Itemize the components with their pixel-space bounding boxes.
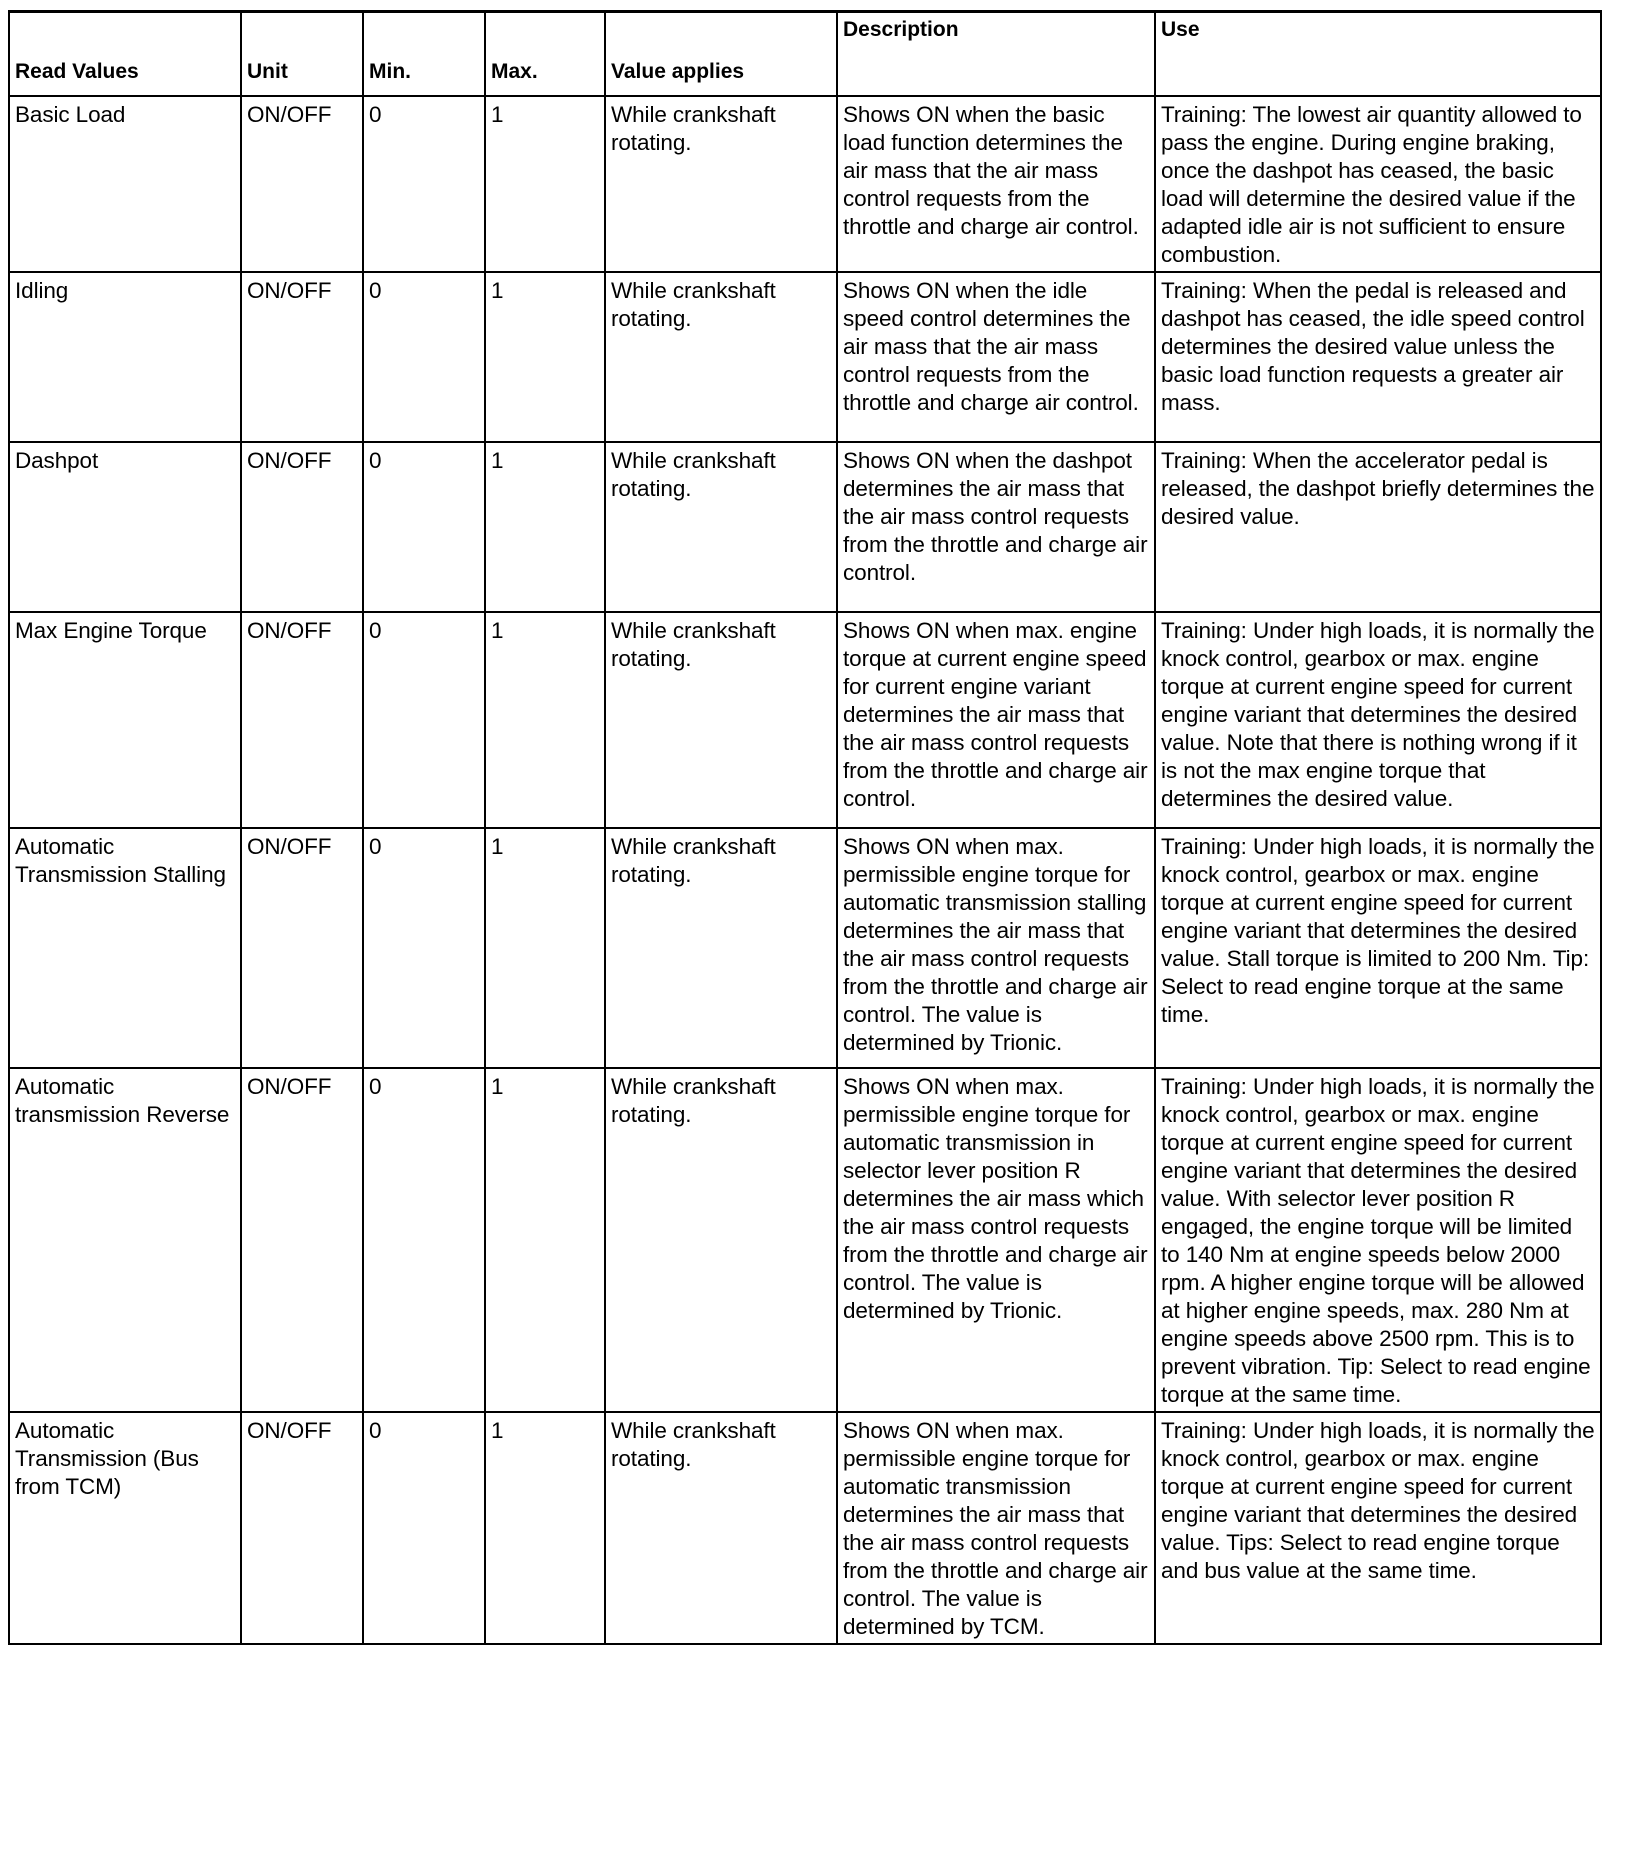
- row-unit-cell: ON/OFF: [241, 612, 363, 828]
- row-max-cell: 1: [485, 1412, 605, 1644]
- row-min-cell: 0: [363, 1068, 485, 1412]
- table-row: [9, 1412, 1601, 1644]
- row-min-cell: 0: [363, 612, 485, 828]
- row-applies-cell: While crankshaft rotating.: [605, 96, 837, 272]
- row-max-cell: 1: [485, 96, 605, 272]
- header-min: Min.: [363, 12, 485, 97]
- row-description-cell: Shows ON when the basic load function determines the air mass that the air mass control requests from the throttle and charge air control.: [837, 96, 1155, 272]
- row-name-cell: Max Engine Torque: [9, 612, 241, 828]
- table-row: [9, 96, 1601, 272]
- row-unit-cell: ON/OFF: [241, 828, 363, 1068]
- table-row: [9, 1068, 1601, 1412]
- row-max-cell: 1: [485, 272, 605, 442]
- row-name-cell: Automatic transmission Reverse: [9, 1068, 241, 1412]
- document-page: [8, 10, 1600, 1645]
- table-row: [9, 272, 1601, 442]
- row-min-cell: 0: [363, 96, 485, 272]
- table-header-row: [9, 12, 1601, 97]
- row-applies-cell: While crankshaft rotating.: [605, 272, 837, 442]
- row-min-cell: 0: [363, 442, 485, 612]
- header-read-values: Read Values: [9, 12, 241, 97]
- row-min-cell: 0: [363, 1412, 485, 1644]
- row-applies-cell: While crankshaft rotating.: [605, 612, 837, 828]
- row-name-cell: Basic Load: [9, 96, 241, 272]
- row-unit-cell: ON/OFF: [241, 442, 363, 612]
- header-description: Description: [837, 12, 1155, 97]
- row-use-cell: Training: Under high loads, it is normally the knock control, gearbox or max. engine torque at current engine speed for current engine variant that determines the desired value. With selector lever position R engaged, the engine torque will be limited to 140 Nm at engine speeds below 2000 rpm. A higher engine torque will be allowed at higher engine speeds, max. 280 Nm at engine speeds above 2500 rpm. This is to prevent vibration. Tip: Select to read engine torque at the same time.: [1155, 1068, 1601, 1412]
- row-name-cell: Idling: [9, 272, 241, 442]
- row-description-cell: Shows ON when max. permissible engine torque for automatic transmission stalling determines the air mass that the air mass control requests from the throttle and charge air control. The value is determined by Trionic.: [837, 828, 1155, 1068]
- row-max-cell: 1: [485, 1068, 605, 1412]
- row-max-cell: 1: [485, 828, 605, 1068]
- row-max-cell: 1: [485, 442, 605, 612]
- row-min-cell: 0: [363, 272, 485, 442]
- row-description-cell: Shows ON when the dashpot determines the air mass that the air mass control requests from the throttle and charge air control.: [837, 442, 1155, 612]
- row-unit-cell: ON/OFF: [241, 1068, 363, 1412]
- row-name-cell: Automatic Transmission Stalling: [9, 828, 241, 1068]
- row-name-cell: Dashpot: [9, 442, 241, 612]
- header-value-applies: Value applies: [605, 12, 837, 97]
- table-row: [9, 442, 1601, 612]
- table-row: [9, 828, 1601, 1068]
- row-description-cell: Shows ON when the idle speed control determines the air mass that the air mass control requests from the throttle and charge air control.: [837, 272, 1155, 442]
- row-applies-cell: While crankshaft rotating.: [605, 1068, 837, 1412]
- row-min-cell: 0: [363, 828, 485, 1068]
- row-unit-cell: ON/OFF: [241, 1412, 363, 1644]
- row-use-cell: Training: When the pedal is released and dashpot has ceased, the idle speed control determines the desired value unless the basic load function requests a greater air mass.: [1155, 272, 1601, 442]
- row-use-cell: Training: Under high loads, it is normally the knock control, gearbox or max. engine torque at current engine speed for current engine variant that determines the desired value. Stall torque is limited to 200 Nm. Tip: Select to read engine torque at the same time.: [1155, 828, 1601, 1068]
- row-use-cell: Training: Under high loads, it is normally the knock control, gearbox or max. engine torque at current engine speed for current engine variant that determines the desired value. Note that there is nothing wrong if it is not the max engine torque that determines the desired value.: [1155, 612, 1601, 828]
- header-use: Use: [1155, 12, 1601, 97]
- header-max: Max.: [485, 12, 605, 97]
- row-use-cell: Training: When the accelerator pedal is released, the dashpot briefly determines the desired value.: [1155, 442, 1601, 612]
- row-applies-cell: While crankshaft rotating.: [605, 442, 837, 612]
- row-description-cell: Shows ON when max. permissible engine torque for automatic transmission in selector lever position R determines the air mass which the air mass control requests from the throttle and charge air control. The value is determined by Trionic.: [837, 1068, 1155, 1412]
- header-unit: Unit: [241, 12, 363, 97]
- row-description-cell: Shows ON when max. engine torque at current engine speed for current engine variant determines the air mass that the air mass control requests from the throttle and charge air control.: [837, 612, 1155, 828]
- row-applies-cell: While crankshaft rotating.: [605, 1412, 837, 1644]
- row-unit-cell: ON/OFF: [241, 272, 363, 442]
- table-row: [9, 612, 1601, 828]
- row-use-cell: Training: Under high loads, it is normally the knock control, gearbox or max. engine torque at current engine speed for current engine variant that determines the desired value. Tips: Select to read engine torque and bus value at the same time.: [1155, 1412, 1601, 1644]
- row-max-cell: 1: [485, 612, 605, 828]
- row-name-cell: Automatic Transmission (Bus from TCM): [9, 1412, 241, 1644]
- row-description-cell: Shows ON when max. permissible engine torque for automatic transmission determines the air mass that the air mass control requests from the throttle and charge air control. The value is determined by TCM.: [837, 1412, 1155, 1644]
- row-unit-cell: ON/OFF: [241, 96, 363, 272]
- row-use-cell: Training: The lowest air quantity allowed to pass the engine. During engine braking, once the dashpot has ceased, the basic load will determine the desired value if the adapted idle air is not sufficient to ensure combustion.: [1155, 96, 1601, 272]
- row-applies-cell: While crankshaft rotating.: [605, 828, 837, 1068]
- read-values-table: [8, 10, 1602, 1645]
